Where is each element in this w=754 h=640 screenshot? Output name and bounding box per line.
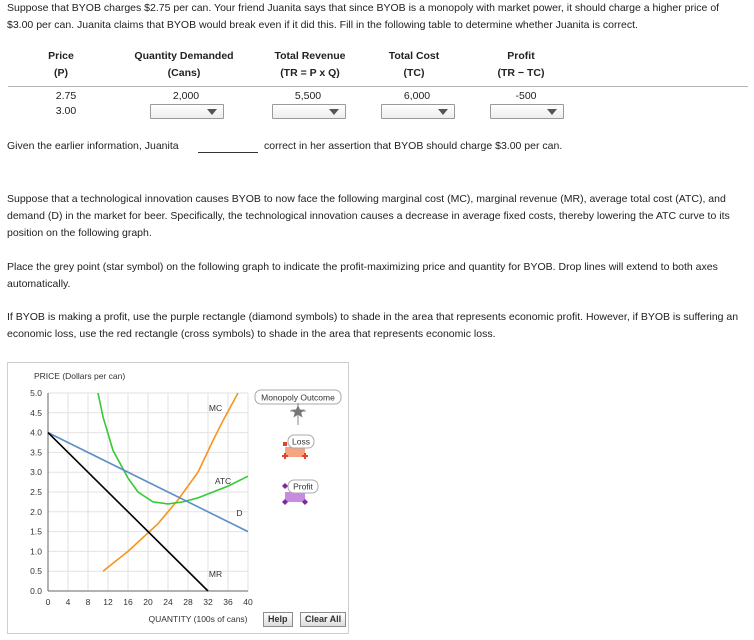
curve-label-d: D (236, 507, 243, 518)
row1-price: 2.75 (55, 90, 77, 102)
cost-revenue-chart[interactable] (8, 363, 348, 633)
y-axis-label: PRICE (Dollars per can) (34, 371, 126, 381)
paragraph-innovation: Suppose that a technological innovation causes BYOB to now face the following marginal cost (MC), marginal revenue (MR), average total cost (ATC), and demand (D) in the market for beer. Specifically, the technological innovation causes a decrease in average fixed costs, thereby lowering the ATC curve to its position on the following graph. (7, 193, 730, 239)
monopoly-outcome-star-tool[interactable] (290, 403, 306, 425)
curve-label-mr: MR (208, 569, 223, 580)
sentence-prefix: Given the earlier information, Juanita (7, 140, 179, 152)
x-tick-label: 36 (223, 597, 233, 607)
sentence-suffix: correct in her assertion that BYOB should charge $3.00 per can. (264, 140, 563, 152)
intro-text: Suppose that BYOB charges $2.75 per can. Your friend Juanita says that since BYOB is a monopoly with market power, it should charge a higher price of $3.00 per can. Juanita claims that BYOB would break even if it did this. Fill in the following table to determine whether Juanita is correct. (7, 2, 720, 31)
x-tick-label: 40 (243, 597, 253, 607)
header-profit: Profit (TR − TC) (497, 50, 545, 79)
profit-label: Profit (293, 481, 313, 492)
x-tick-label: 32 (203, 597, 213, 607)
loss-label: Loss (292, 436, 310, 447)
header-total-cost: Total Cost (TC) (388, 50, 440, 79)
paragraph-place-point: Place the grey point (star symbol) on the following graph to indicate the profit-maximizing price and quantity for BYOB. Drop lines will extend to both axes automatically. (7, 261, 718, 290)
paragraph-shade-area: If BYOB is making a profit, use the purple rectangle (diamond symbols) to shade in the area that represents economic profit. However, if BYOB is suffering an economic loss, use the red rectangle (cross symbols) to shade in the area that represents economic loss. (7, 311, 739, 340)
juanita-answer-dropdown[interactable] (198, 138, 258, 153)
y-tick-label: 2.5 (30, 487, 42, 497)
x-tick-label: 8 (85, 597, 91, 607)
x-tick-label: 20 (143, 597, 153, 607)
graph-panel (7, 362, 349, 634)
x-tick-label: 12 (103, 597, 113, 607)
quantity-dropdown[interactable] (150, 104, 224, 119)
x-tick-label: 24 (163, 597, 173, 607)
header-total-revenue: Total Revenue (TR = P x Q) (274, 50, 346, 79)
y-tick-label: 5.0 (30, 388, 42, 398)
x-tick-label: 0 (45, 597, 51, 607)
monopoly-outcome-palette (255, 390, 341, 505)
row1-total-cost: 6,000 (403, 90, 431, 102)
y-tick-label: 4.0 (30, 427, 42, 438)
x-axis-label: QUANTITY (100s of cans) (148, 614, 248, 624)
curve-label-mc: MC (208, 402, 223, 413)
curve-atc (98, 393, 248, 504)
curve-label-atc: ATC (214, 476, 232, 487)
y-tick-label: 1.5 (30, 526, 42, 537)
header-quantity: Quantity Demanded (Cans) (134, 50, 234, 79)
y-tick-label: 3.5 (30, 447, 42, 458)
y-tick-label: 3.0 (30, 467, 42, 478)
total-cost-dropdown[interactable] (381, 104, 455, 119)
row1-profit: -500 (515, 90, 537, 102)
total-revenue-dropdown[interactable] (272, 104, 346, 119)
y-tick-label: 0.0 (30, 586, 42, 596)
header-price: Price (P) (48, 50, 74, 79)
row2-price: 3.00 (55, 105, 77, 117)
profit-rectangle-tool[interactable] (282, 480, 318, 505)
y-tick-label: 1.0 (30, 546, 42, 557)
clear-all-button[interactable]: Clear All (300, 612, 346, 627)
palette-title: Monopoly Outcome (261, 392, 335, 403)
x-tick-label: 28 (183, 597, 193, 607)
table-divider (8, 86, 748, 87)
help-button[interactable]: Help (263, 612, 293, 627)
x-tick-label: 16 (123, 597, 133, 607)
y-tick-label: 4.5 (30, 407, 42, 418)
row1-total-revenue: 5,500 (294, 90, 322, 102)
row1-quantity: 2,000 (172, 90, 200, 102)
y-tick-label: 0.5 (30, 566, 42, 577)
x-tick-label: 4 (65, 597, 71, 607)
y-tick-label: 2.0 (30, 506, 42, 517)
loss-rectangle-tool[interactable] (282, 435, 314, 459)
profit-dropdown[interactable] (490, 104, 564, 119)
